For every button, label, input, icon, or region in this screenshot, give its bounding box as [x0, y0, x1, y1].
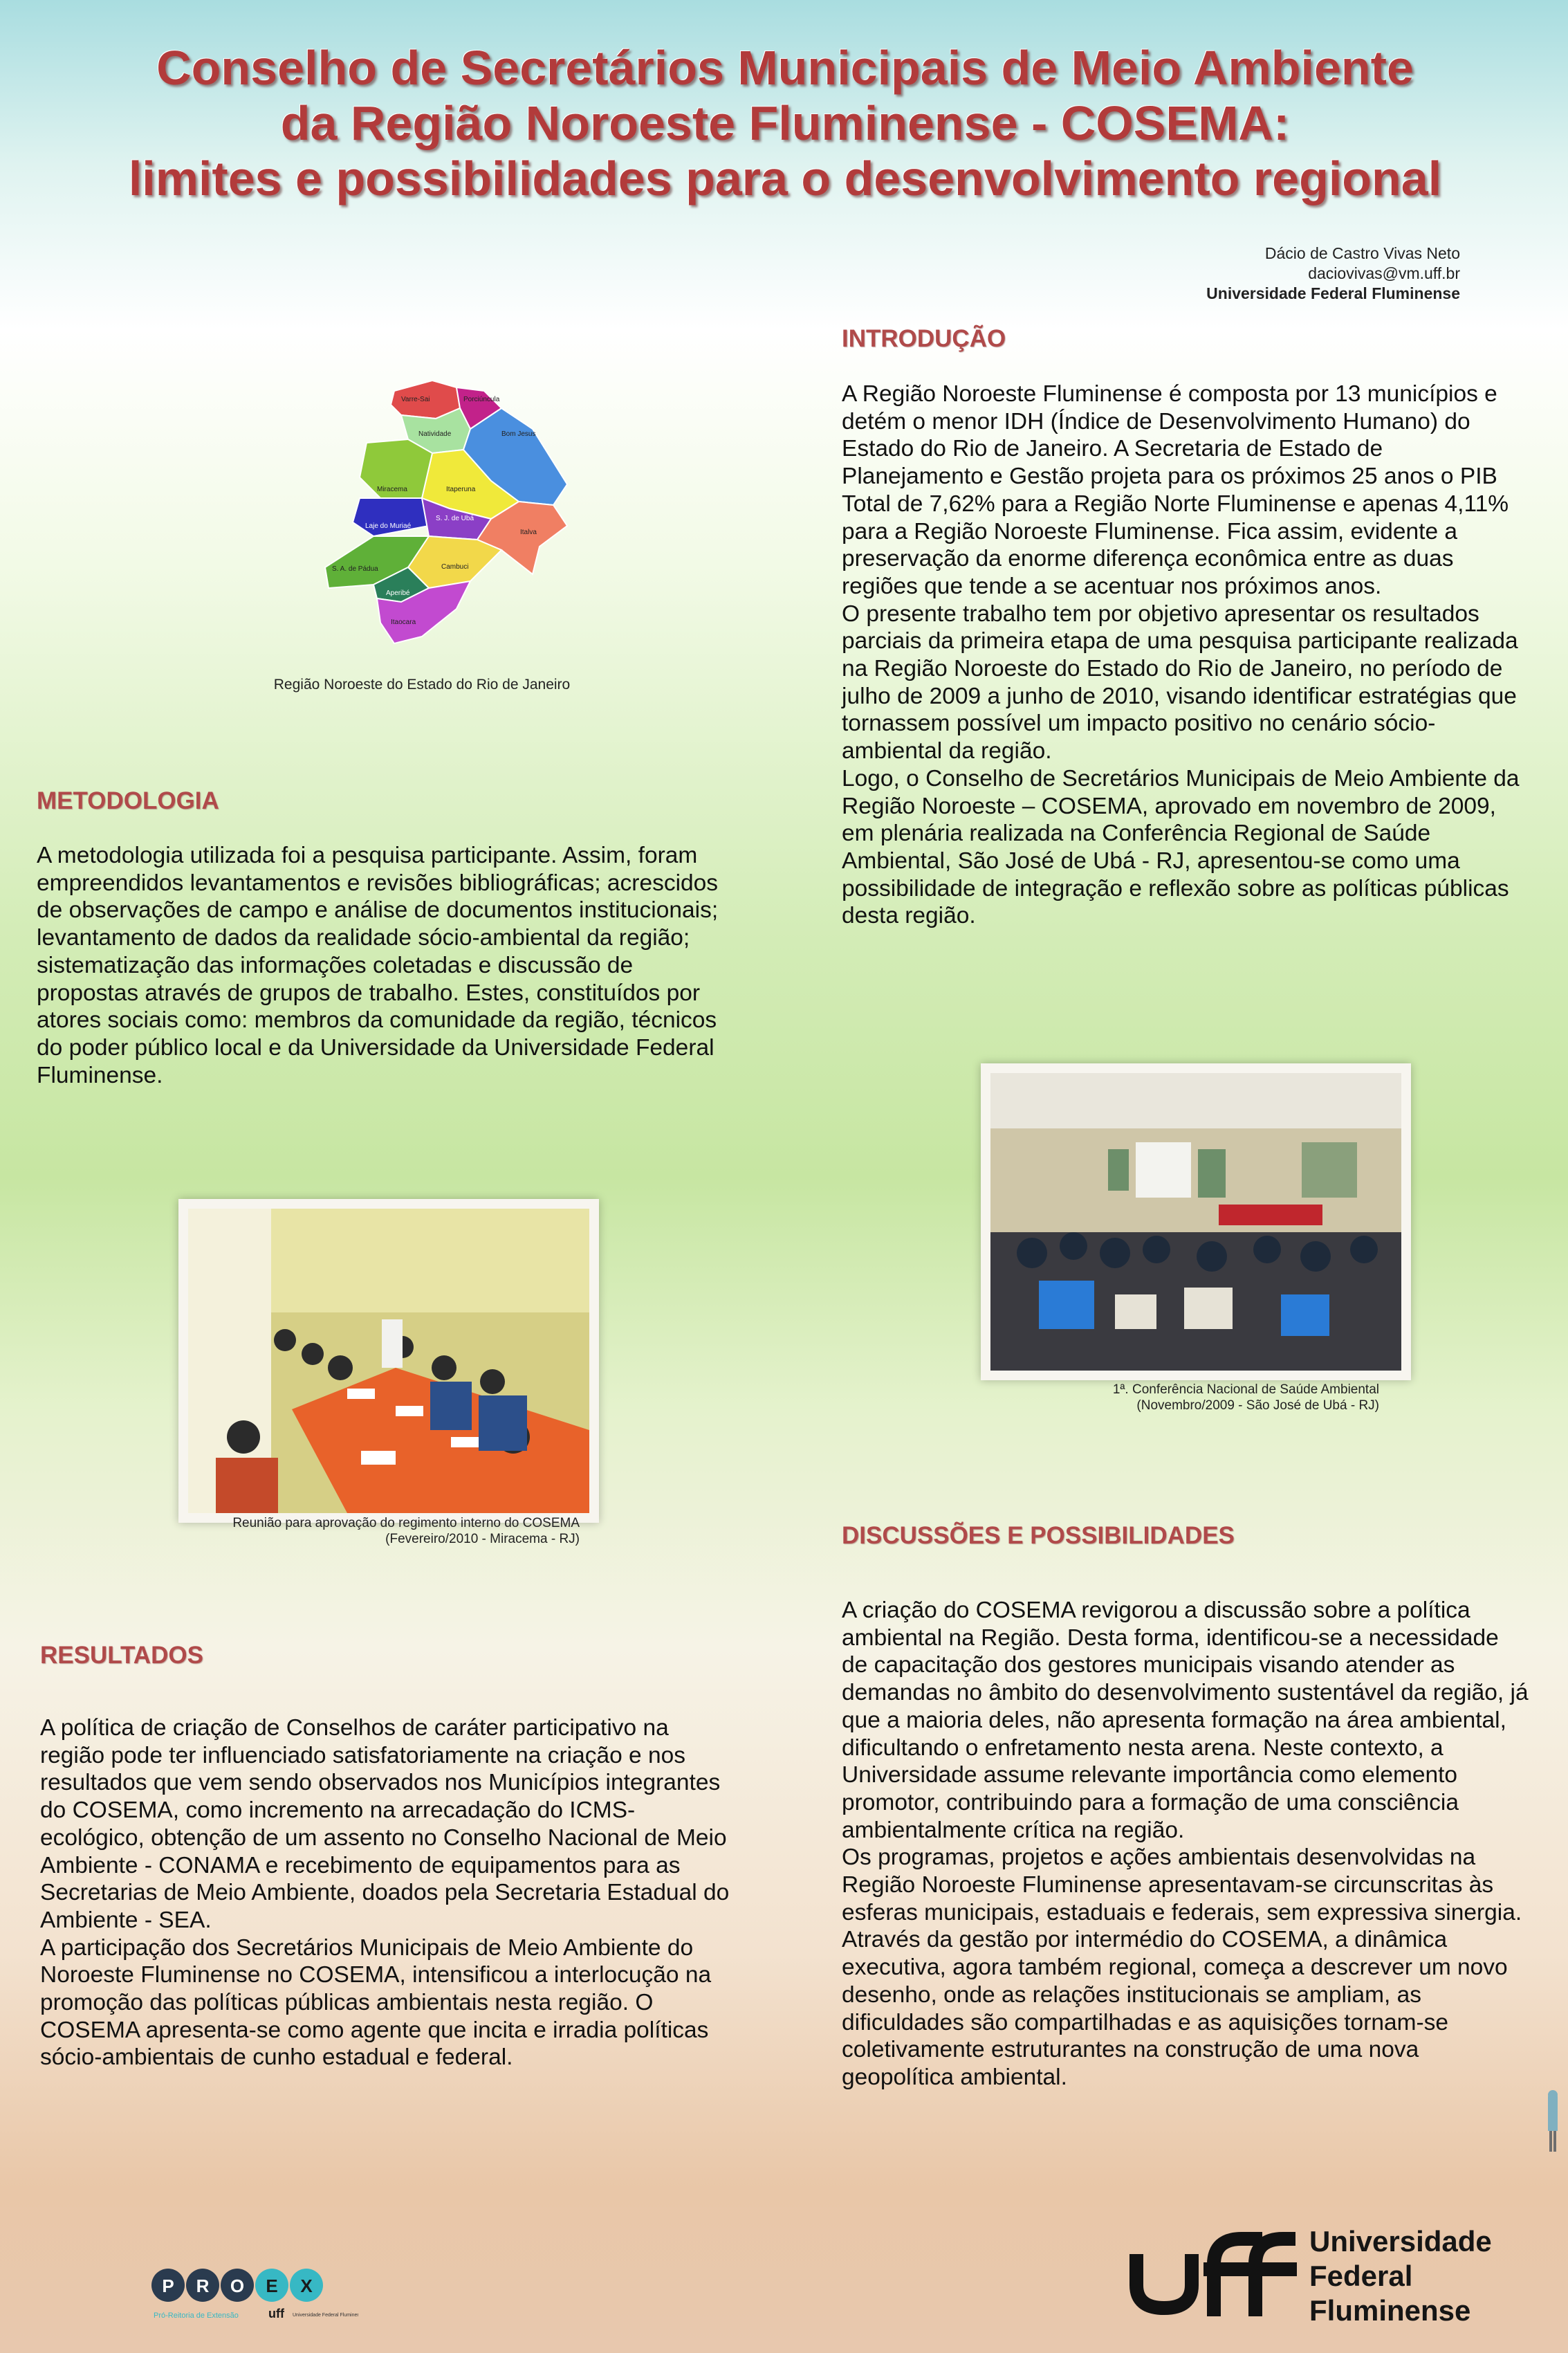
meeting-caption — [178, 1515, 580, 1547]
conference-caption-line: 1ª. Conferência Nacional de Saúde Ambiental — [1112, 1382, 1379, 1397]
proex-uff-text: Universidade Federal Fluminense — [293, 2313, 358, 2318]
introducao-paragraph: A Região Noroeste Fluminense é composta por 13 municípios e detém o menor IDH (Índice de Desenvolvimento Humano) do Estado do Rio de Janeiro. A Secretaria de Estado de Planejamento e Gestão projeta para os próximos 25 anos o PIB Total de 7,62% para a Região Norte Fluminense e apenas 4,11% para a Região Noroeste Fluminense. Fica assim, evidente a preservação da enorme diferença econômica entre as duas regiões que tende a se acentuar nos próximos anos. — [842, 381, 1509, 599]
decorative-figure-icon — [1542, 2089, 1563, 2155]
conference-caption-line: (Novembro/2009 - São José de Ubá - RJ) — [1136, 1398, 1379, 1413]
proex-logo-graphic — [151, 2254, 358, 2323]
discussoes-paragraph: Os programas, projetos e ações ambientais desenvolvidas na Região Noroeste Fluminense apresentavam-se circunscritas às esferas municipais, estaduais e federais, sem expressiva sinergia. Através da gestão por intermédio do COSEMA, a dinâmica executiva, agora também regional, começa a descrever um novo desenho, onde as relações institucionais se ampliam, as dificuldades são compartilhadas e as aquisições tornam-se coletivamente estruturantes na construção de uma nova geopolítica ambiental. — [842, 1844, 1522, 2090]
map-label-miracema: Miracema — [377, 486, 407, 493]
uff-logo-mark — [1124, 2226, 1297, 2323]
author-block — [1206, 244, 1460, 304]
map-label-uba: S. J. de Ubá — [436, 515, 474, 522]
proex-logo — [151, 2254, 358, 2323]
metodologia-heading: METODOLOGIA — [37, 787, 219, 814]
introducao-paragraph: O presente trabalho tem por objetivo apresentar os resultados parciais da primeira etapa de uma pesquisa participante realizada na Região Noroeste do Estado do Rio de Janeiro, no período de julho de 2009 a junho de 2010, visando identificar estratégias que tornassem possível um impacto positivo no cenário sócio-ambiental da região. — [842, 601, 1518, 765]
decorative-figure — [1542, 2089, 1563, 2155]
map-label-itaperuna: Itaperuna — [446, 486, 476, 493]
map-label-aperibe: Aperibé — [386, 589, 410, 597]
metodologia-body — [37, 842, 728, 1089]
conference-photo-graphic — [990, 1073, 1401, 1371]
region-map-graphic — [263, 360, 581, 657]
map-label-cambuci: Cambuci — [441, 563, 469, 571]
map-label-varre-sai: Varre-Sai — [401, 396, 430, 403]
uff-logo-line: Federal — [1309, 2260, 1413, 2292]
conference-photo — [981, 1063, 1411, 1380]
proex-letter: O — [230, 2276, 245, 2296]
meeting-photo — [178, 1199, 599, 1523]
introducao-heading: INTRODUÇÃO — [842, 325, 1006, 352]
author-name: Dácio de Castro Vivas Neto — [1264, 244, 1460, 262]
map-caption: Região Noroeste do Estado do Rio de Janeiro — [273, 677, 571, 693]
proex-subtitle: Pró-Reitoria de Extensão — [154, 2311, 239, 2320]
proex-letter: E — [266, 2276, 278, 2296]
uff-logo-text — [1309, 2224, 1492, 2328]
map-label-porciuncula: Porciúncula — [463, 396, 500, 403]
uff-logo-graphic — [1124, 2226, 1297, 2323]
proex-letter: P — [162, 2276, 174, 2296]
title-line-3: limites e possibilidades para o desenvolvimento regional — [128, 152, 1442, 205]
author-institution: Universidade Federal Fluminense — [1206, 284, 1460, 302]
introducao-body — [842, 381, 1530, 930]
resultados-body — [40, 1714, 732, 2071]
proex-letter: R — [196, 2276, 210, 2296]
resultados-heading: RESULTADOS — [40, 1642, 203, 1669]
uff-logo-line: Universidade — [1309, 2225, 1492, 2258]
discussoes-heading: DISCUSSÕES E POSSIBILIDADES — [842, 1522, 1235, 1549]
conference-caption — [981, 1382, 1379, 1413]
resultados-paragraph: A política de criação de Conselhos de caráter participativo na região pode ter influenciado satisfatoriamente na criação e nos resultados que vem sendo observados nos Municípios integrantes do COSEMA, como incremento na arrecadação do ICMS-ecológico, obtenção de um assento no Conselho Nacional de Meio Ambiente - CONAMA e recebimento de equipamentos para as Secretarias de Meio Ambiente, doados pela Secretaria Estadual do Ambiente - SEA. — [40, 1715, 730, 1933]
meeting-caption-line: Reunião para aprovação do regimento interno do COSEMA — [232, 1516, 580, 1530]
meeting-photo-graphic — [188, 1209, 589, 1513]
author-email: daciovivas@vm.uff.br — [1308, 264, 1460, 282]
metodologia-paragraph: A metodologia utilizada foi a pesquisa participante. Assim, foram empreendidos levantamentos e revisões bibliográficas; acrescidos de observações de campo e análise de documentos institucionais; levantamento de dados da realidade sócio-ambiental da região; sistematização das informações coletadas e discussão de propostas através de grupos de trabalho. Estes, constituídos por atores sociais como: membros da comunidade da região, técnicos do poder público local e da Universidade da Universidade Federal Fluminense. — [37, 843, 719, 1088]
meeting-caption-line: (Fevereiro/2010 - Miracema - RJ) — [385, 1532, 580, 1546]
map-region-laje — [353, 498, 429, 536]
proex-uff-mark: uff — [268, 2307, 284, 2320]
map-label-natividade: Natividade — [418, 430, 452, 438]
map-label-laje: Laje do Muriaé — [365, 522, 412, 530]
title-line-2: da Região Noroeste Fluminense - COSEMA: — [280, 96, 1290, 150]
title-line-1: Conselho de Secretários Municipais de Meio Ambiente — [156, 41, 1414, 95]
map-label-italva: Italva — [520, 529, 537, 536]
map-label-bom-jesus: Bom Jesus — [501, 430, 536, 438]
poster-title — [55, 40, 1515, 206]
proex-letter: X — [300, 2276, 313, 2296]
region-map — [263, 360, 581, 657]
map-label-itaocara: Itaocara — [391, 619, 416, 626]
discussoes-body — [842, 1597, 1530, 2091]
discussoes-paragraph: A criação do COSEMA revigorou a discussão sobre a política ambiental na Região. Desta forma, identificou-se a necessidade de capacitação dos gestores municipais visando atender as demandas no âmbito do desenvolvimento sustentável da região, já que a maioria deles, não apresenta formação na área ambiental, dificultando o enfretamento nesta arena. Neste contexto, a Universidade assume relevante importância como elemento promotor, contribuindo para a formação de uma consciência ambientalmente crítica na região. — [842, 1597, 1529, 1843]
map-label-padua: S. A. de Pádua — [332, 565, 378, 573]
introducao-paragraph: Logo, o Conselho de Secretários Municipais de Meio Ambiente da Região Noroeste – COSEMA, aprovado em novembro de 2009, em plenária realizada na Conferência Regional de Saúde Ambiental, São José de Ubá - RJ, apresentou-se como uma possibilidade de integração e reflexão sobre as políticas públicas desta região. — [842, 765, 1520, 929]
resultados-paragraph: A participação dos Secretários Municipais de Meio Ambiente do Noroeste Fluminense no COSEMA, intensificou a interlocução na promoção das políticas públicas ambientais nesta região. O COSEMA apresenta-se como agente que incita e irradia políticas sócio-ambientais de cunho estadual e federal. — [40, 1934, 712, 2071]
uff-logo-line: Fluminense — [1309, 2294, 1471, 2327]
